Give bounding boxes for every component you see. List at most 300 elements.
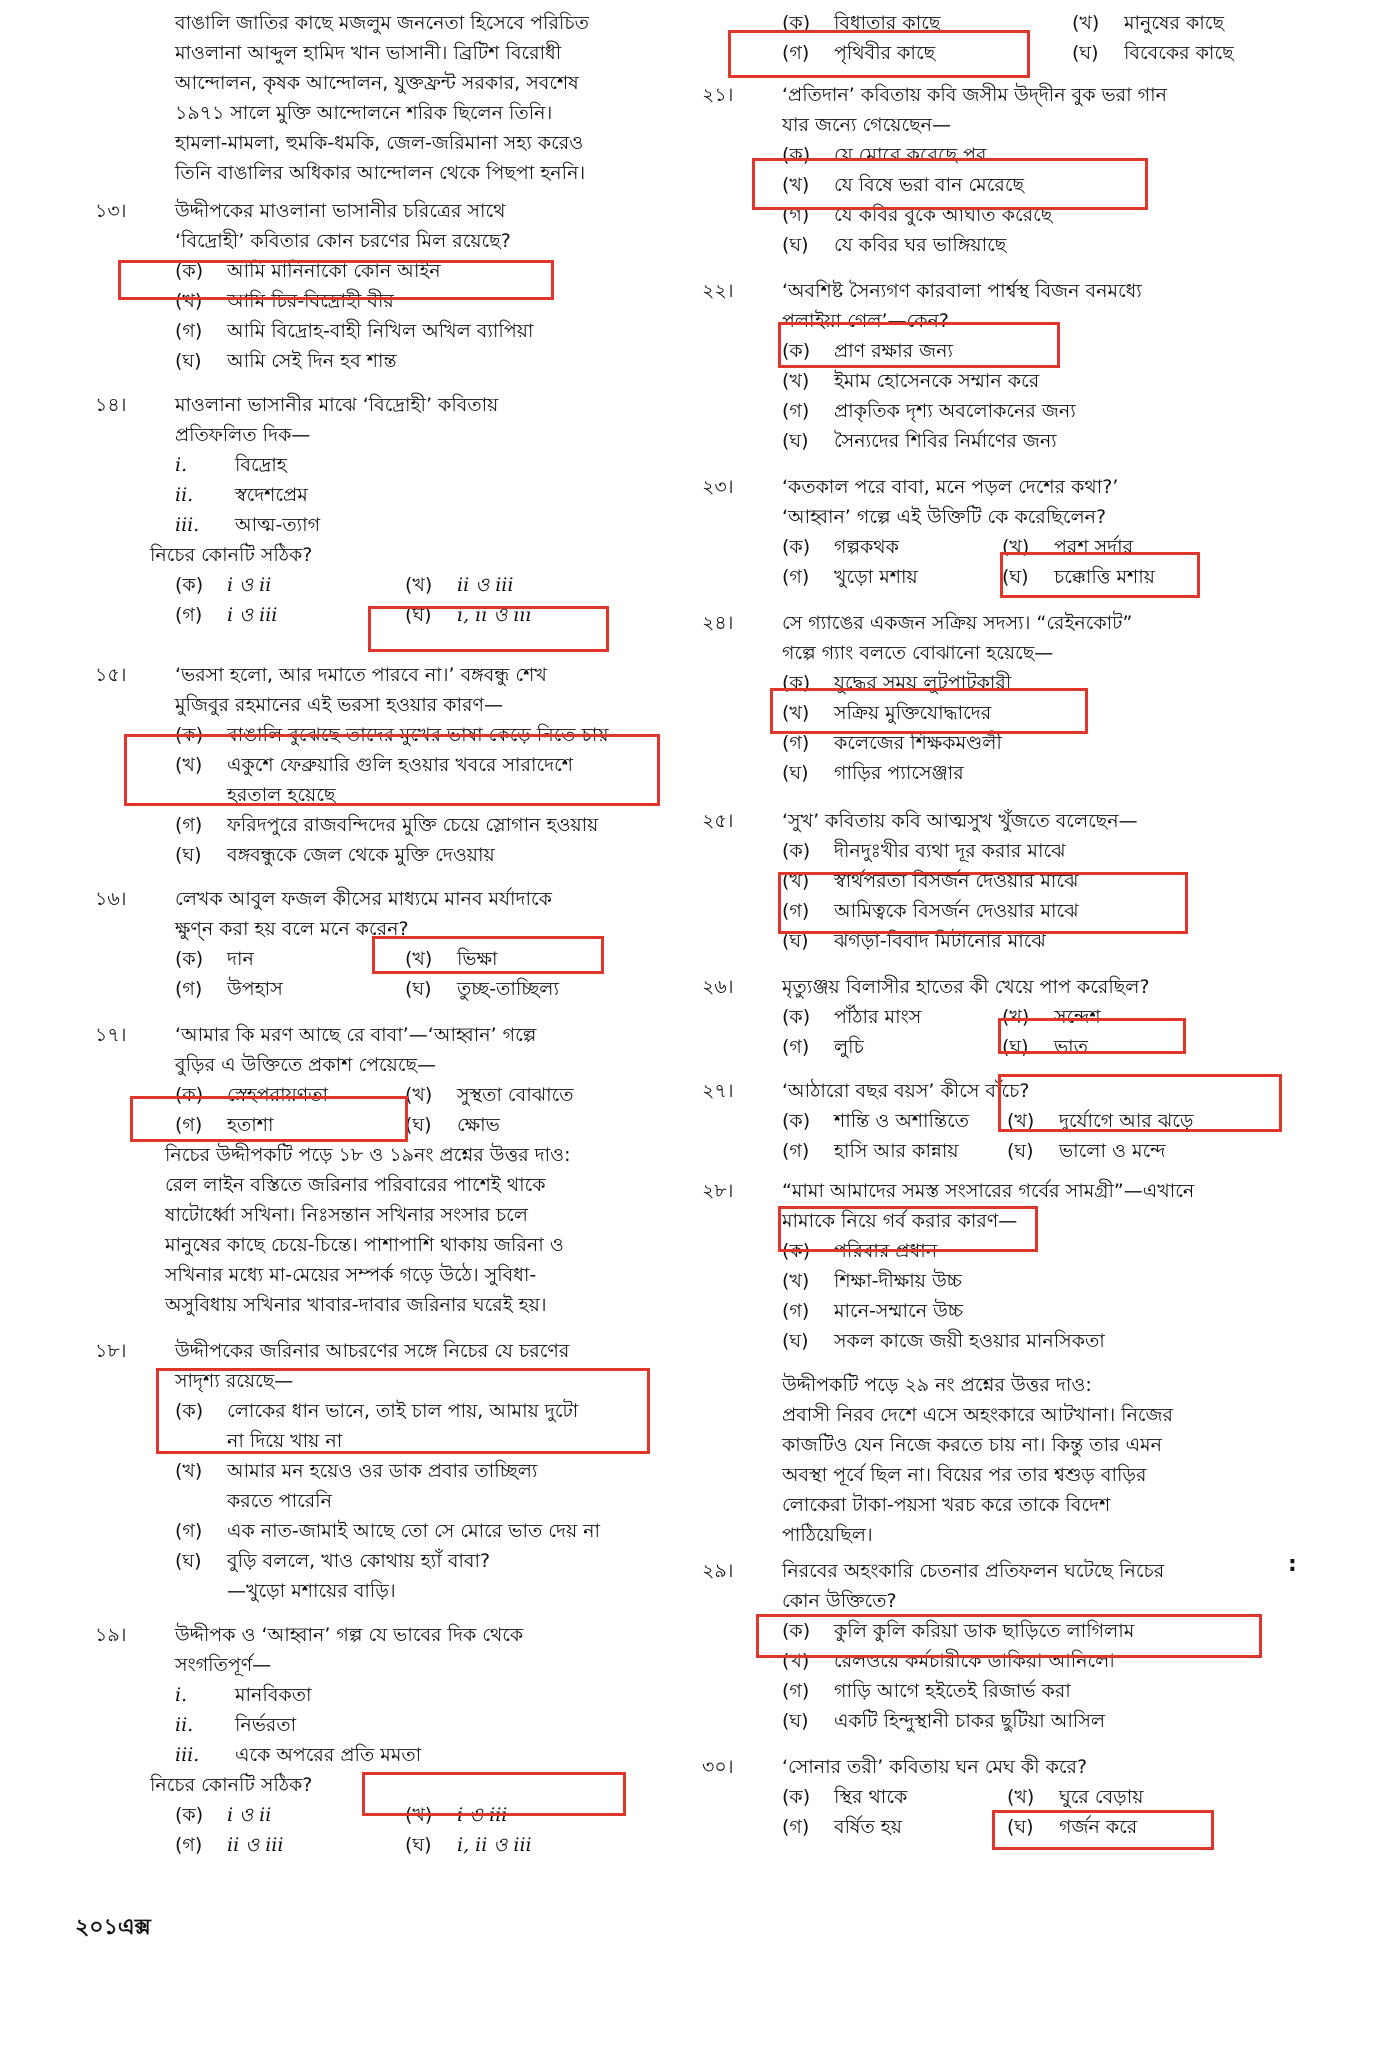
question-number: ১৭।: [95, 1024, 127, 1046]
option-text: বর্ষিত হয়: [834, 1816, 902, 1838]
option-label: (ক): [782, 840, 811, 862]
question-text: ‘সুখ’ কবিতায় কবি আত্মসুখ খুঁজতে বলেছেন—: [782, 810, 1138, 832]
question-text: ‘আঠারো বছর বয়স’ কীসে বাঁচে?: [782, 1080, 1030, 1102]
option-item[interactable]: [782, 1782, 1007, 1812]
option-text: যুদ্ধের সময় লুটপাটকারী: [834, 672, 1012, 694]
option-text: ভালো ও মন্দে: [1059, 1140, 1166, 1162]
option-text: তুচ্ছ-তাচ্ছিল্য: [457, 978, 559, 1000]
option-label: (খ): [782, 1650, 810, 1672]
option-label: (ক): [175, 1804, 204, 1826]
option-text: করতে পারেনি: [227, 1490, 332, 1512]
option-label: (খ): [1007, 1110, 1035, 1132]
answer-highlight-box: [362, 1772, 626, 1816]
option-label: (গ): [175, 1520, 203, 1542]
option-label: (ঘ): [1007, 1816, 1034, 1838]
option-label: (গ): [782, 1036, 810, 1058]
intro-line: ১৯৭১ সালে মুক্তি আন্দোলনে শরিক ছিলেন তিনি।: [175, 102, 553, 124]
option-label: (ঘ): [405, 1114, 432, 1136]
option-text: ইমাম হোসেনকে সম্মান করে: [834, 370, 1040, 392]
question-text: গল্পে গ্যাং বলতে বোঝানো হয়েছে—: [782, 642, 1054, 664]
option-text: বিবেকের কাছে: [1124, 42, 1234, 64]
option-text: খুড়ো মশায়: [834, 566, 918, 588]
stimulus-line: অসুবিধায় সখিনার খাবার-দাবার জরিনার ঘরেই হয়।: [165, 1294, 547, 1316]
option-label: (খ): [782, 1270, 810, 1292]
answer-highlight-box: [118, 260, 554, 300]
option-item[interactable]: [782, 1032, 1002, 1062]
option-item[interactable]: [782, 230, 1302, 260]
question-text: ‘প্রতিদান’ কবিতায় কবি জসীম উদ্‌দীন বুক ভরা গান: [782, 84, 1167, 106]
statement-item: [175, 450, 655, 480]
option-item[interactable]: [782, 836, 1302, 866]
option-label: (ক): [782, 672, 811, 694]
answer-highlight-box: [756, 1614, 1262, 1658]
option-text: এক নাত-জামাই আছে তো সে মোরে ভাত দেয় না: [227, 1520, 601, 1542]
option-item[interactable]: [782, 426, 1302, 456]
option-label: (ঘ): [782, 930, 809, 952]
intro-line: হামলা-মামলা, হুমকি-ধমকি, জেল-জরিমানা সহ্য করেও: [175, 132, 584, 154]
option-label: (গ): [782, 1300, 810, 1322]
option-text: i ও ii: [227, 574, 272, 596]
question-19: [95, 1620, 655, 1860]
answer-highlight-box: [1000, 552, 1200, 598]
option-label: (খ): [782, 870, 810, 892]
option-text: আমিত্বকে বিসর্জন দেওয়ার মাঝে: [834, 900, 1079, 922]
option-text: লোকের ধান ভানে, তাই চাল পায়, আমায় দুটো: [227, 1400, 579, 1422]
question-text: প্রতিফলিত দিক—: [175, 424, 311, 446]
stimulus-heading: নিচের উদ্দীপকটি পড়ে ১৮ ও ১৯নং প্রশ্নের উত্তর দাও:: [165, 1144, 571, 1166]
question-text: মামাকে নিয়ে গর্ব করার কারণ—: [782, 1210, 1018, 1232]
option-label: (ক): [782, 340, 811, 362]
question-text: যার জন্যে গেয়েছেন—: [782, 114, 951, 136]
question-number: ২৪।: [702, 612, 734, 634]
question-text: মুজিবুর রহমানের এই ভরসা হওয়ার কারণ—: [175, 694, 503, 716]
option-text: কলেজের শিক্ষকমণ্ডলী: [834, 732, 1002, 754]
statement-item: [175, 510, 655, 540]
option-label: (ঘ): [782, 762, 809, 784]
option-text: প্রাকৃতিক দৃশ্য অবলোকনের জন্য: [834, 400, 1076, 422]
question-text: উদ্দীপকের মাওলানা ভাসানীর চরিত্রের সাথে: [175, 200, 506, 222]
option-item[interactable]: [175, 570, 405, 600]
option-text: হরতাল হয়েছে: [227, 784, 336, 806]
question-text: উদ্দীপক ও ‘আহ্বান’ গল্প যে ভাবের দিক থেকে: [175, 1624, 524, 1646]
option-text: মানুষের কাছে: [1124, 12, 1224, 34]
option-label: (ঘ): [405, 604, 432, 626]
option-text: ভাত: [1054, 1036, 1088, 1058]
option-text: সন্দেশ: [1054, 1006, 1101, 1028]
option-text: স্বার্থপরতা বিসর্জন দেওয়ার মাঝে: [834, 870, 1079, 892]
stimulus-line: অবস্থা পূর্বে ছিল না। বিয়ের পর তার শ্বশুড় বাড়ির: [782, 1464, 1147, 1486]
option-label: (খ): [405, 1804, 433, 1826]
option-item[interactable]: [782, 562, 1002, 592]
option-label: (ঘ): [782, 1330, 809, 1352]
option-text: i ও iii: [227, 604, 278, 626]
option-label: (ক): [175, 574, 204, 596]
option-label: (গ): [782, 1816, 810, 1838]
option-text: দীনদুঃখীর ব্যথা দূর করার মাঝে: [834, 840, 1066, 862]
option-label: (ঘ): [175, 1550, 202, 1572]
question-text: লেখক আবুল ফজল কীসের মাধ্যমে মানব মর্যাদাকে: [175, 888, 552, 910]
question-number: ২৭।: [702, 1080, 734, 1102]
option-item[interactable]: [175, 840, 655, 870]
question-text: পলাইয়া গেল’—কেন?: [782, 310, 949, 332]
option-text: শান্তি ও অশান্তিতে: [834, 1110, 969, 1132]
answer-highlight-box: [778, 872, 1188, 934]
option-text: মানে-সম্মানে উচ্চ: [834, 1300, 964, 1322]
statement-item: [175, 1710, 655, 1740]
question-number: ২২।: [702, 280, 734, 302]
option-item[interactable]: [1072, 38, 1302, 68]
option-label: (ঘ): [175, 844, 202, 866]
option-text: i ও iii: [457, 1804, 508, 1826]
option-label: (গ): [175, 1834, 203, 1856]
option-item[interactable]: [405, 570, 635, 600]
roman-numeral: i.: [175, 1684, 188, 1706]
stimulus-line: প্রবাসী নিরব দেশে এসে অহংকারে আটখানা। নিজের: [782, 1404, 1174, 1426]
option-label: (ঘ): [782, 1710, 809, 1732]
option-item[interactable]: [782, 1136, 1007, 1166]
option-text: সকল কাজে জয়ী হওয়ার মানসিকতা: [834, 1330, 1105, 1352]
stimulus-line: পাঠিয়েছিল।: [782, 1524, 873, 1546]
statement-text: বিদ্রোহ: [235, 454, 287, 476]
option-item[interactable]: [175, 346, 655, 376]
option-item[interactable]: [782, 1706, 1302, 1736]
margin-mark: :: [1288, 1552, 1297, 1577]
option-label: (ঘ): [175, 350, 202, 372]
option-label: (ক): [175, 1084, 204, 1106]
option-label: (গ): [175, 978, 203, 1000]
statement-text: আত্ম-ত্যাগ: [235, 514, 321, 536]
option-item[interactable]: [175, 1546, 655, 1576]
option-label: (গ): [782, 1680, 810, 1702]
question-text: মাওলানা ভাসানীর মাঝে ‘বিদ্রোহী’ কবিতায়: [175, 394, 499, 416]
option-label: (ঘ): [405, 978, 432, 1000]
option-label: (ক): [175, 1400, 204, 1422]
statement-item: [175, 1680, 655, 1710]
option-text: আমি মানিনাকো কোন আইন: [227, 260, 441, 282]
option-item[interactable]: [1007, 1136, 1237, 1166]
stimulus-heading: উদ্দীপকটি পড়ে ২৯ নং প্রশ্নের উত্তর দাও:: [782, 1374, 1092, 1396]
intro-line: বাঙালি জাতির কাছে মজলুম জননেতা হিসেবে পরিচিত: [175, 12, 589, 34]
option-label: (খ): [1007, 1786, 1035, 1808]
answer-highlight-box: [130, 1096, 408, 1142]
option-label: (ঘ): [1007, 1140, 1034, 1162]
question-number: ২৬।: [702, 976, 734, 998]
option-text: প্রাণ রক্ষার জন্য: [834, 340, 953, 362]
option-item[interactable]: [405, 1830, 635, 1860]
option-text: যে মোরে করেছে পর: [834, 144, 987, 166]
question-text: সাদৃশ্য রয়েছে—: [175, 1370, 294, 1392]
statement-item: [175, 1740, 655, 1770]
question-number: ১৪।: [95, 394, 127, 416]
option-item[interactable]: [782, 366, 1302, 396]
option-text: ii ও iii: [457, 574, 514, 596]
ask-line: নিচের কোনটি সঠিক?: [150, 1774, 313, 1796]
option-label: (ঘ): [405, 1834, 432, 1856]
question-28: [702, 1176, 1302, 1356]
question-text: সংগতিপূর্ণ—: [175, 1654, 272, 1676]
option-label: (গ): [782, 1140, 810, 1162]
option-text: স্নেহপরায়ণতা: [227, 1084, 329, 1106]
stimulus-line: লোকেরা টাকা-পয়সা খরচ করে তাকে বিদেশ: [782, 1494, 1111, 1516]
option-text: উপহাস: [227, 978, 283, 1000]
option-label: (গ): [175, 1114, 203, 1136]
statement-text: একে অপরের প্রতি মমতা: [235, 1744, 422, 1766]
option-item[interactable]: [782, 1002, 1002, 1032]
option-label: (খ): [175, 1460, 203, 1482]
option-text: আমি চির-বিদ্রোহী বীর: [227, 290, 394, 312]
ask-line: নিচের কোনটি সঠিক?: [150, 544, 313, 566]
option-text: পাঁঠার মাংস: [834, 1006, 922, 1028]
option-label: (ক): [782, 1620, 811, 1642]
question-text: ‘আহ্বান’ গল্পে এই উক্তিটি কে করেছিলেন?: [782, 506, 1107, 528]
option-text: ফরিদপুরে রাজবন্দিদের মুক্তি চেয়ে স্লোগান হওয়ায়: [227, 814, 599, 836]
option-text: শিক্ষা-দীক্ষায় উচ্চ: [834, 1270, 963, 1292]
option-text: বাঙালি বুঝেছে তাদের মুখের ভাষা কেড়ে নিতে চায়: [227, 724, 609, 746]
statement-text: মানবিকতা: [235, 1684, 312, 1706]
question-text: ক্ষুণ্ন করা হয় বলে মনে করেন?: [175, 918, 409, 940]
stimulus-line: কাজটিও যেন নিজে করতে চায় না। কিন্তু তার এমন: [782, 1434, 1162, 1456]
statement-text: নির্ভরতা: [235, 1714, 297, 1736]
option-item[interactable]: [405, 1110, 635, 1140]
option-label: (খ): [405, 1084, 433, 1106]
option-text: পরশ সর্দার: [1054, 536, 1134, 558]
option-continuation: [175, 1576, 655, 1606]
option-item[interactable]: [175, 1456, 655, 1486]
question-number: ১৬।: [95, 888, 127, 910]
option-label: (খ): [782, 702, 810, 724]
stimulus-29: [702, 1370, 1302, 1550]
option-label: (গ): [175, 604, 203, 626]
roman-numeral: iii.: [175, 1744, 200, 1766]
answer-highlight-box: [770, 688, 1088, 734]
option-text: গাড়ির প্যাসেঞ্জার: [834, 762, 964, 784]
option-text: i ও ii: [227, 1804, 272, 1826]
option-text: ঘুরে বেড়ায়: [1059, 1786, 1144, 1808]
statement-list: [175, 450, 655, 540]
option-text: পৃথিবীর কাছে: [834, 42, 936, 64]
question-number: ২১।: [702, 84, 734, 106]
intro-paragraph: [95, 8, 655, 188]
option-item[interactable]: [782, 1266, 1302, 1296]
option-text: হতাশা: [227, 1114, 274, 1136]
option-label: (গ): [782, 900, 810, 922]
option-text: আমি বিদ্রোহ-বাহী নিখিল অখিল ব্যাপিয়া: [227, 320, 534, 342]
option-list: [782, 1236, 1302, 1356]
option-item[interactable]: [782, 1812, 1007, 1842]
answer-highlight-box: [752, 158, 1148, 210]
stimulus-18-19: [95, 1140, 655, 1320]
answer-highlight-box: [156, 1368, 650, 1454]
option-label: (খ): [175, 290, 203, 312]
option-text: —খুড়ো মশায়ের বাড়ি।: [227, 1580, 396, 1602]
option-label: (ঘ): [1072, 42, 1099, 64]
question-number: ১৫।: [95, 664, 127, 686]
option-text: যে কবির ঘর ভাঙ্গিয়াছে: [834, 234, 1007, 256]
option-item[interactable]: [175, 1516, 655, 1546]
option-text: গল্পকথক: [834, 536, 899, 558]
option-item[interactable]: [1072, 8, 1302, 38]
answer-highlight-box: [124, 734, 660, 806]
option-text: হাসি আর কান্নায়: [834, 1140, 959, 1162]
answer-highlight-box: [778, 1206, 1038, 1252]
option-label: (ক): [782, 144, 811, 166]
option-item[interactable]: [782, 758, 1302, 788]
answer-highlight-box: [372, 936, 604, 974]
answer-highlight-box: [778, 322, 1060, 368]
option-text: না দিয়ে খায় না: [227, 1430, 343, 1452]
option-text: ক্ষোভ: [457, 1114, 500, 1136]
option-label: (ক): [175, 260, 204, 282]
option-text: আমি সেই দিন হব শান্ত: [227, 350, 397, 372]
answer-highlight-box: [728, 30, 1030, 78]
option-label: (গ): [782, 566, 810, 588]
option-item[interactable]: [782, 396, 1302, 426]
option-label: (ঘ): [1002, 1036, 1029, 1058]
option-label: (ক): [782, 536, 811, 558]
option-text: বঙ্গবন্ধুকে জেল থেকে মুক্তি দেওয়ায়: [227, 844, 495, 866]
option-label: (খ): [175, 754, 203, 776]
option-item[interactable]: [175, 1830, 405, 1860]
question-text: ‘সোনার তরী’ কবিতায় ঘন মেঘ কী করে?: [782, 1756, 1088, 1778]
option-text: পরিবার প্রধান: [834, 1240, 938, 1262]
question-text: ‘ভরসা হলো, আর দমাতে পারবে না।’ বঙ্গবন্ধু শেখ: [175, 664, 547, 686]
option-label: (ক): [782, 12, 811, 34]
option-label: (ক): [782, 1786, 811, 1808]
page-code: ২০১এক্স: [75, 1915, 151, 1940]
stimulus-line: সখিনার মধ্যে মা-মেয়ের সম্পর্ক গড়ে উঠে। সুবিধা-: [165, 1264, 537, 1286]
question-number: ২৫।: [702, 810, 734, 832]
option-label: (ক): [782, 1110, 811, 1132]
option-item[interactable]: [782, 1106, 1007, 1136]
statement-item: [175, 480, 655, 510]
stimulus-line: ষাটোর্ধ্বো সখিনা। নিঃসন্তান সখিনার সংসার চলে: [165, 1204, 528, 1226]
option-text: রেলওয়ে কর্মচারীকে ডাকিয়া আনিলো: [834, 1650, 1115, 1672]
option-text: যে কবির বুকে আঘাত করেছে: [834, 204, 1053, 226]
option-item[interactable]: [782, 1676, 1302, 1706]
option-label: (ঘ): [782, 430, 809, 452]
option-text: আমার মন হয়েও ওর ডাক প্রবার তাচ্ছিল্য: [227, 1460, 538, 1482]
option-text: গাড়ি আগে হইতেই রিজার্ভ করা: [834, 1680, 1071, 1702]
option-label: (ক): [175, 724, 204, 746]
option-item[interactable]: [175, 810, 655, 840]
question-text: ‘অবশিষ্ট সৈন্যগণ কারবালা পার্শ্বস্থ বিজন বনমধ্যে: [782, 280, 1142, 302]
stimulus-line: মানুষের কাছে চেয়ে-চিন্তে। পাশাপাশি থাকায় জরিনা ও: [165, 1234, 564, 1256]
stimulus-line: রেল লাইন বস্তিতে জরিনার পরিবারের পাশেই থাকে: [165, 1174, 546, 1196]
answer-highlight-box: [992, 1810, 1214, 1850]
question-text: উদ্দীপকের জরিনার আচরণের সঙ্গে নিচের যে চরণের: [175, 1340, 570, 1362]
roman-numeral: ii.: [175, 484, 194, 506]
intro-line: মাওলানা আব্দুল হামিদ খান ভাসানী। ব্রিটিশ বিরোধী: [175, 42, 562, 64]
option-item[interactable]: [175, 316, 655, 346]
option-item[interactable]: [405, 974, 635, 1004]
roman-numeral: iii.: [175, 514, 200, 536]
option-text: বুড়ি বললে, খাও কোথায় হ্যাঁ বাবা?: [227, 1550, 491, 1572]
option-text: চক্কোত্তি মশায়: [1054, 566, 1155, 588]
option-label: (খ): [782, 174, 810, 196]
option-label: (খ): [405, 948, 433, 970]
option-text: বিধাতার কাছে: [834, 12, 941, 34]
option-text: সক্রিয় মুক্তিযোদ্ধাদের: [834, 702, 992, 724]
option-text: i, ii ও iii: [457, 1834, 532, 1856]
question-text: মৃত্যুঞ্জয় বিলাসীর হাতের কী খেয়ে পাপ করেছিল?: [782, 976, 1150, 998]
option-label: (ঘ): [782, 234, 809, 256]
statement-text: স্বদেশপ্রেম: [235, 484, 308, 506]
question-number: ২৯।: [702, 1560, 734, 1582]
option-item[interactable]: [175, 944, 405, 974]
intro-line: আন্দোলন, কৃষক আন্দোলন, যুক্তফ্রন্ট সরকার, সবশেষ: [175, 72, 579, 94]
question-text: কোন উক্তিতে?: [782, 1590, 897, 1612]
option-label: (খ): [405, 574, 433, 596]
question-text: “মামা আমাদের সমস্ত সংসারের গর্বের সামগ্রী”—এখানে: [782, 1180, 1195, 1202]
question-number: ১৩।: [95, 200, 127, 222]
option-label: (ক): [782, 1006, 811, 1028]
option-text: একটি হিন্দুস্থানী চাকর ছুটিয়া আসিল: [834, 1710, 1106, 1732]
option-label: (গ): [782, 732, 810, 754]
option-text: গর্জন করে: [1059, 1816, 1138, 1838]
question-text: ‘আমার কি মরণ আছে রে বাবা’—‘আহ্বান’ গল্পে: [175, 1024, 537, 1046]
option-continuation: [175, 1486, 655, 1516]
answer-highlight-box: [998, 1074, 1282, 1132]
option-item[interactable]: [782, 1296, 1302, 1326]
option-text: ii ও iii: [227, 1834, 284, 1856]
option-label: (ঘ): [1002, 566, 1029, 588]
option-label: (গ): [175, 320, 203, 342]
option-label: (ক): [175, 948, 204, 970]
option-text: একুশে ফেব্রুয়ারি গুলি হওয়ার খবরে সারাদেশে: [227, 754, 574, 776]
option-label: (খ): [1072, 12, 1100, 34]
option-label: (ক): [782, 1240, 811, 1262]
intro-line: তিনি বাঙালির অধিকার আন্দোলন থেকে পিছপা হননি।: [175, 162, 586, 184]
option-item[interactable]: [1007, 1782, 1237, 1812]
option-label: (গ): [782, 42, 810, 64]
question-number: ৩০।: [702, 1756, 734, 1778]
roman-numeral: i.: [175, 454, 188, 476]
option-label: (খ): [1002, 536, 1030, 558]
answer-highlight-box: [998, 1018, 1186, 1054]
question-number: ১৮।: [95, 1340, 127, 1362]
question-text: সে গ্যাঙের একজন সক্রিয় সদস্য। “রেইনকোট”: [782, 612, 1133, 634]
statement-list: [175, 1680, 655, 1770]
question-number: ১৯।: [95, 1624, 127, 1646]
option-label: (খ): [782, 370, 810, 392]
option-item[interactable]: [782, 532, 1002, 562]
question-text: নিরবের অহংকারি চেতনার প্রতিফলন ঘটেছে নিচের: [782, 1560, 1165, 1582]
option-text: লুচি: [834, 1036, 864, 1058]
question-text: ‘বিদ্রোহী’ কবিতার কোন চরণের মিল রয়েছে?: [175, 230, 511, 252]
option-text: i, ii ও iii: [457, 604, 532, 626]
option-label: (গ): [782, 400, 810, 422]
question-14: [95, 390, 655, 630]
option-text: ভিক্ষা: [457, 948, 498, 970]
question-number: ২৩।: [702, 476, 734, 498]
option-text: কুলি কুলি করিয়া ডাক ছাড়িতে লাগিলাম: [834, 1620, 1135, 1642]
question-text: ‘কতকাল পরে বাবা, মনে পড়ল দেশের কথা?’: [782, 476, 1119, 498]
option-item[interactable]: [175, 974, 405, 1004]
question-text: বুড়ির এ উক্তিতে প্রকাশ পেয়েছে—: [175, 1054, 437, 1076]
option-text: দান: [227, 948, 254, 970]
option-text: ঝগড়া-বিবাদ মিটানোর মাঝে: [834, 930, 1046, 952]
option-text: সৈন্যদের শিবির নির্মাণের জন্য: [834, 430, 1057, 452]
option-text: যে বিষে ভরা বান মেরেছে: [834, 174, 1024, 196]
option-item[interactable]: [405, 1080, 635, 1110]
option-text: দুর্যোগে আর ঝড়ে: [1059, 1110, 1194, 1132]
option-label: (খ): [1002, 1006, 1030, 1028]
option-item[interactable]: [782, 1326, 1302, 1356]
option-label: (গ): [782, 204, 810, 226]
option-text: স্থির থাকে: [834, 1786, 908, 1808]
option-label: (গ): [175, 814, 203, 836]
roman-numeral: ii.: [175, 1714, 194, 1736]
